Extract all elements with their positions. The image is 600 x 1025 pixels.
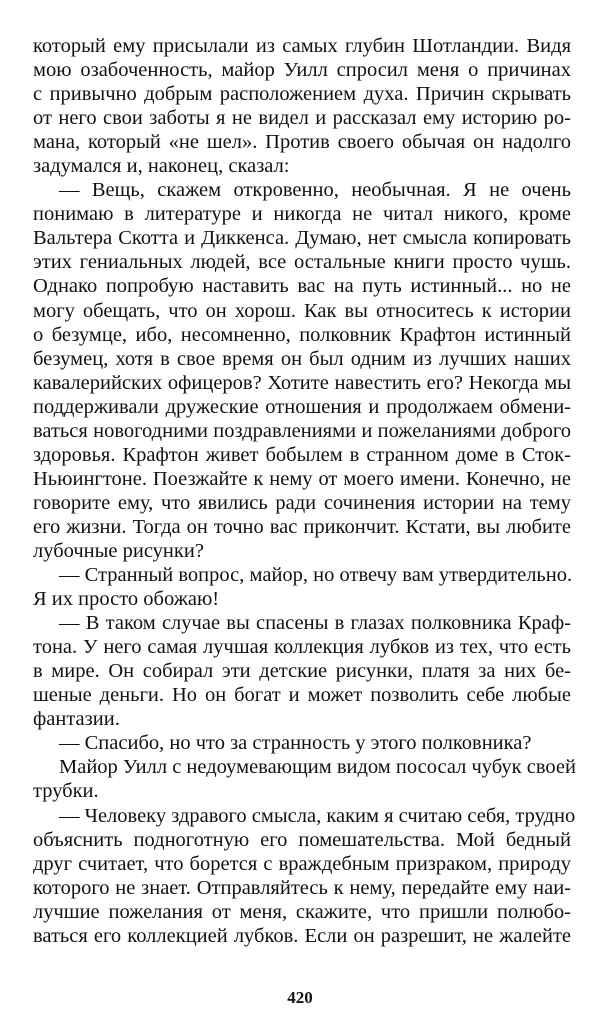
- text-line: ваться его коллекцией лубков. Если он разрешит, не жалейте: [33, 924, 571, 947]
- text-line: — Спасибо, но что за странность у этого полковника?: [59, 732, 532, 755]
- text-line: объяснить подноготную его помешательства. Мой бедный: [33, 828, 571, 851]
- text-line: могу обещать, что он хорош. Как вы относитесь к истории: [33, 299, 571, 322]
- text-line: который ему присылали из самых глубин Шотландии. Видя: [33, 35, 571, 57]
- text-line: Однако попробую наставить вас на путь истинный... но не: [33, 275, 571, 298]
- text-line: фантазии.: [33, 708, 120, 731]
- page-body-text: [33, 34, 576, 948]
- text-line: его жизни. Тогда он точно вас прикончит. Кстати, вы любите: [33, 515, 571, 538]
- text-line: Я их просто обожаю!: [33, 588, 220, 611]
- text-line: мою озабоченность, майор Уилл спросил меня о причинах: [33, 59, 571, 82]
- text-line: с привычно добрым расположением духа. Причин скрывать: [33, 83, 571, 106]
- text-line: тона. У него самая лучшая коллекция лубков из тех, что есть: [33, 636, 571, 659]
- text-line: мана, который «не шел». Против своего обычая он надолго: [33, 131, 571, 154]
- text-line: поддерживали дружеские отношения и продолжаем обмени-: [33, 395, 571, 418]
- text-line: — В таком случае вы спасены в глазах полковника Краф-: [59, 612, 571, 635]
- text-line: от него свои заботы я не видел и рассказал ему историю ро-: [33, 107, 571, 130]
- text-line: друг считает, что борется с враждебным призраком, природу: [33, 852, 571, 875]
- page-number: 420: [287, 988, 313, 1007]
- text-line: этих гениальных людей, все остальные книги просто чушь.: [33, 251, 571, 274]
- text-line: лучшие пожелания от меня, скажите, что пришли полюбо-: [33, 900, 571, 923]
- text-line: Ньюингтоне. Поезжайте к нему от моего имени. Конечно, не: [33, 467, 571, 490]
- text-line: понимаю в литературе и никогда не читал никого, кроме: [33, 203, 571, 226]
- text-line: о безумце, ибо, несомненно, полковник Крафтон истинный: [33, 323, 571, 346]
- text-line: ваться новогодними поздравлениями и пожеланиями доброго: [33, 419, 571, 442]
- text-line: лубочные рисунки?: [33, 539, 204, 562]
- text-line: — Странный вопрос, майор, но отвечу вам утвердительно.: [59, 564, 573, 587]
- text-line: задумался и, наконец, сказал:: [33, 155, 290, 178]
- text-line: трубки.: [33, 780, 99, 803]
- text-line: в мире. Он собирал эти детские рисунки, платя за них бе-: [33, 660, 571, 683]
- text-line: Вальтера Скотта и Диккенса. Думаю, нет смысла копировать: [33, 227, 571, 250]
- text-line: — Человеку здравого смысла, каким я считаю себя, трудно: [59, 804, 576, 827]
- text-line: здоровья. Крафтон живет бобылем в странном доме в Сток-: [33, 443, 571, 466]
- text-line: Майор Уилл с недоумевающим видом пососал чубук своей: [59, 756, 576, 779]
- text-line: которого не знает. Отправляйтесь к нему, передайте ему наи-: [33, 876, 571, 899]
- text-line: говорите ему, что явились ради сочинения истории на тему: [33, 491, 571, 514]
- text-line: безумец, хотя в свое время он был одним из лучших наших: [33, 347, 571, 370]
- text-line: кавалерийских офицеров? Хотите навестить его? Некогда мы: [33, 371, 571, 394]
- text-line: шеные деньги. Но он богат и может позволить себе любые: [33, 684, 571, 707]
- text-line: — Вещь, скажем откровенно, необычная. Я не очень: [59, 179, 571, 202]
